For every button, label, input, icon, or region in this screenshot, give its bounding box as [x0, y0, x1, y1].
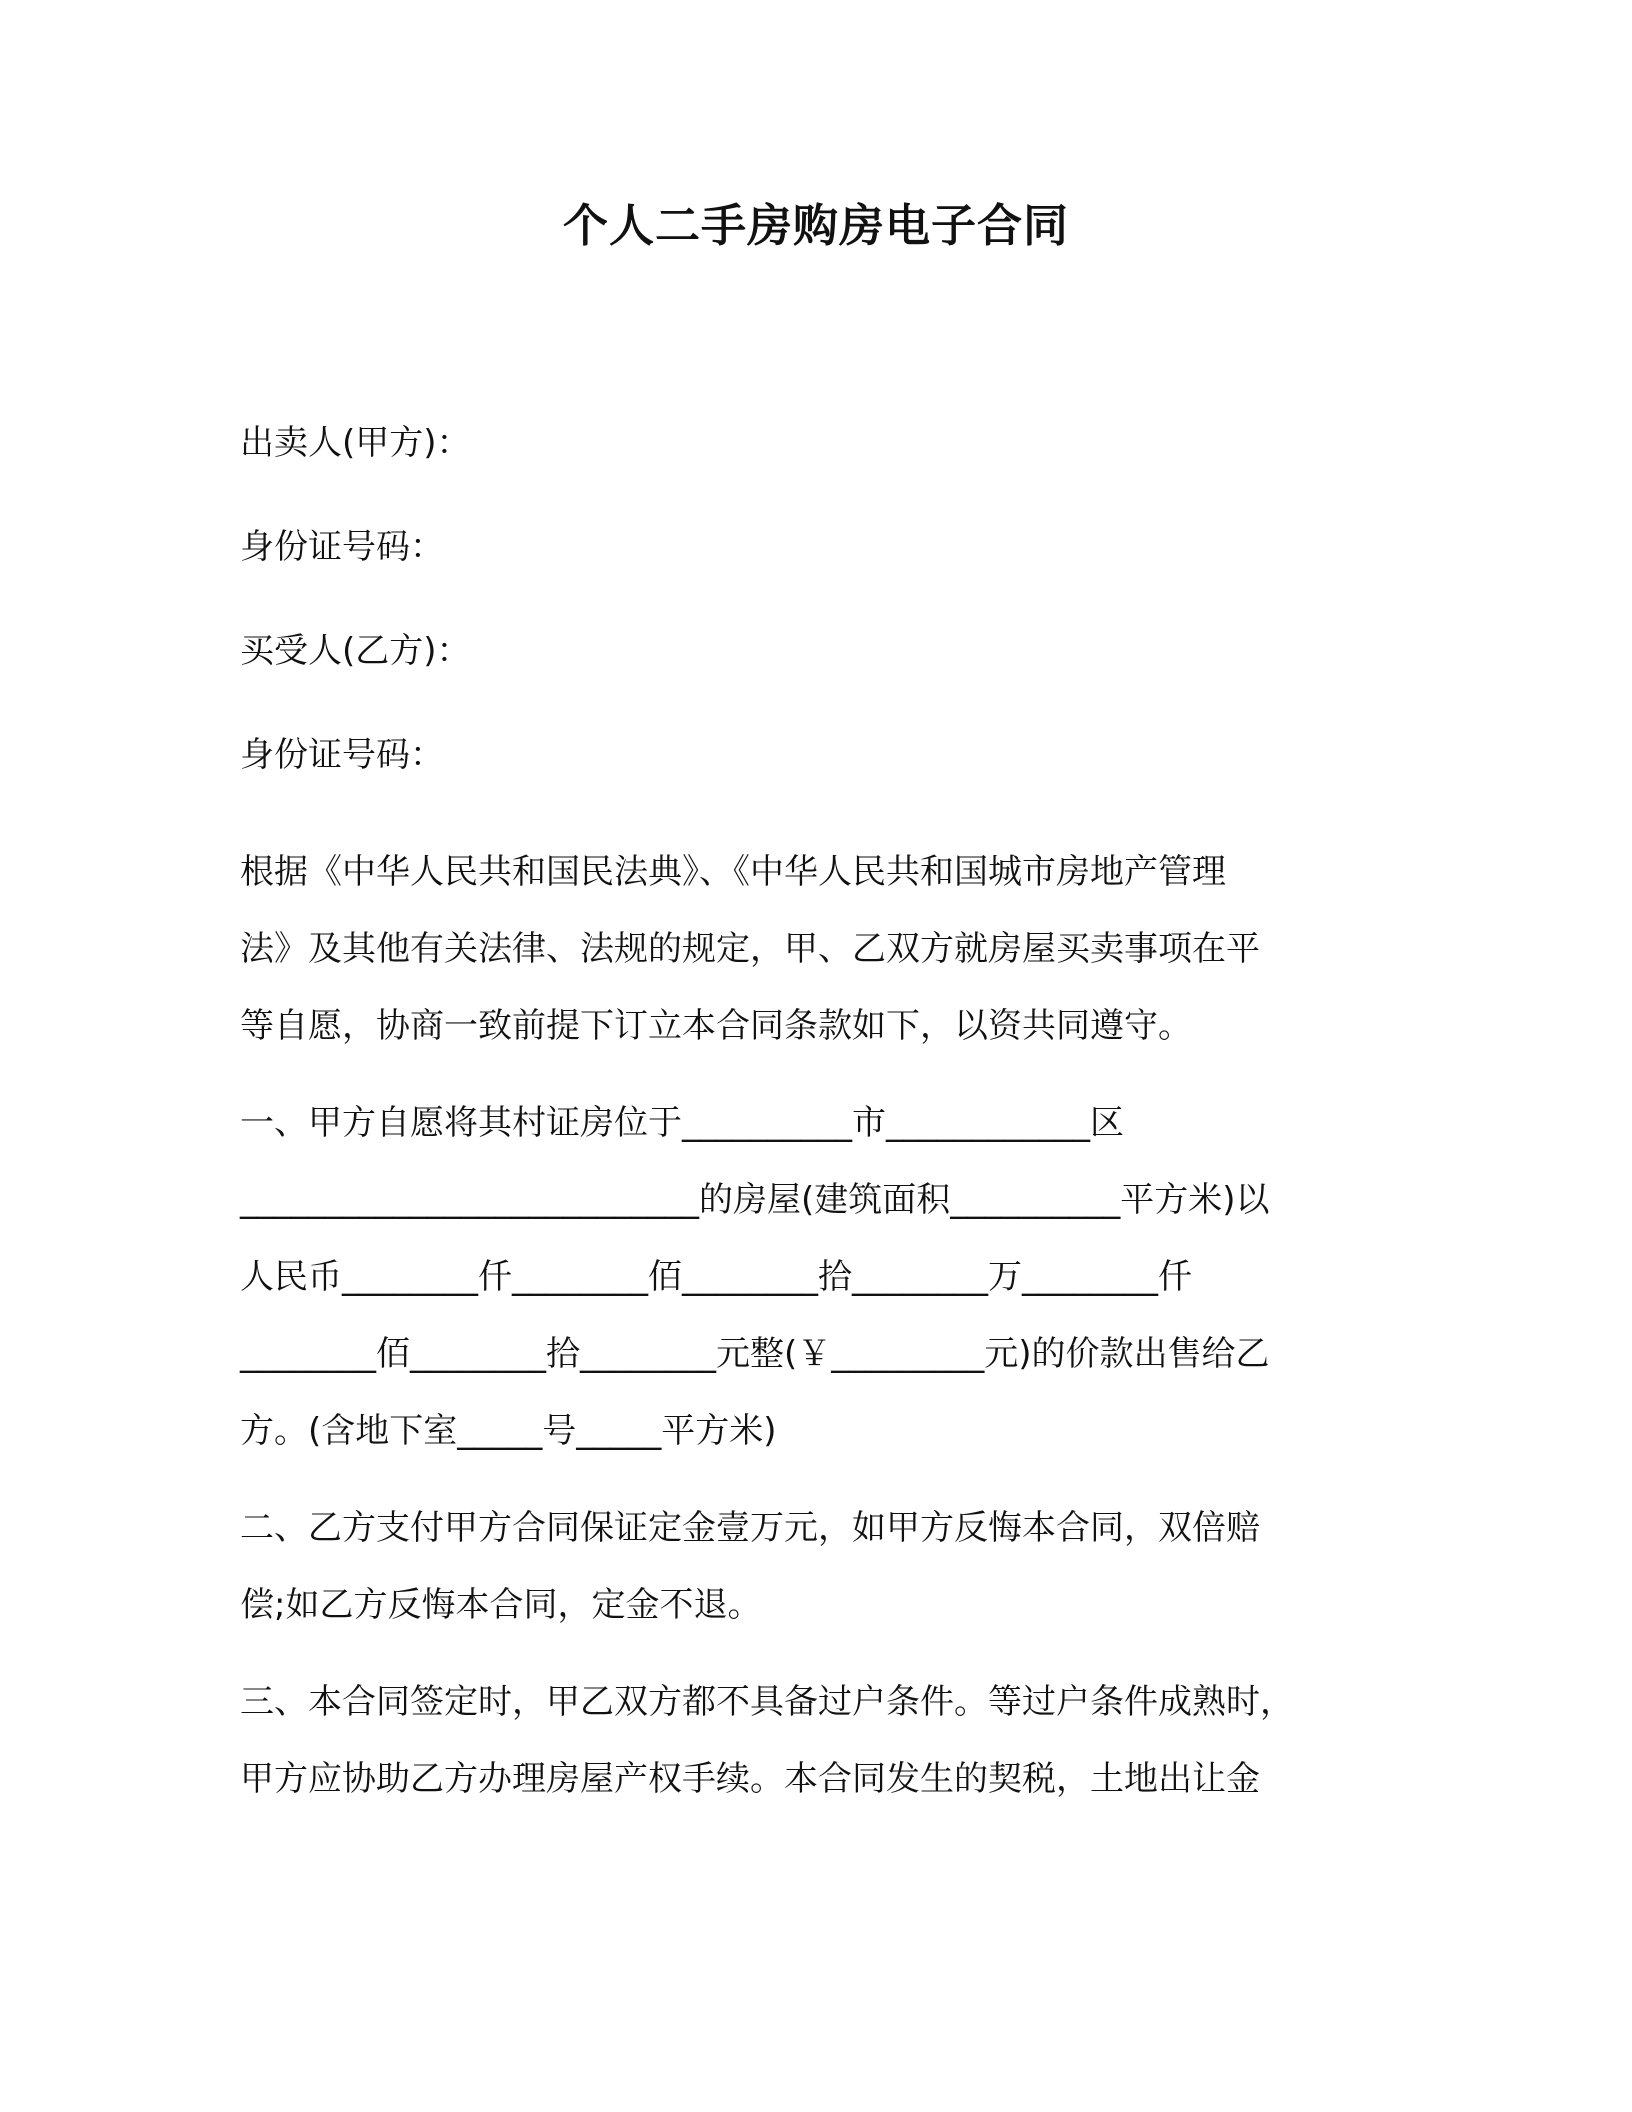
clause-2-paragraph: [240, 1490, 1380, 1644]
buyer-field: 买受人(乙方)：: [240, 631, 471, 671]
clause-3-paragraph: [240, 1664, 1380, 1818]
paragraph-line: 甲方应协助乙方办理房屋产权手续。本合同发生的契税，土地出让金: [240, 1759, 1260, 1799]
paragraph-line: 二、乙方支付甲方合同保证定金壹万元，如甲方反悔本合同，双倍赔: [240, 1508, 1260, 1548]
paragraph-line: 法》及其他有关法律、法规的规定，甲、乙双方就房屋买卖事项在平: [240, 929, 1260, 969]
paragraph-line: 方。(含地下室_____号_____平方米): [240, 1411, 777, 1451]
paragraph-line: ___________________________的房屋(建筑面积__________平方米)以: [240, 1180, 1270, 1220]
buyer-id-field: 身份证号码：: [240, 735, 444, 775]
clause-1-paragraph: [240, 1085, 1380, 1470]
paragraph-line: ________佰________拾________元整(￥_________元)的价款出售给乙: [240, 1334, 1270, 1374]
seller-field: 出卖人(甲方)：: [240, 423, 471, 463]
seller-id-field: 身份证号码：: [240, 527, 444, 567]
document-title: 个人二手房购房电子合同: [562, 199, 1069, 252]
preamble-paragraph: [240, 834, 1380, 1065]
paragraph-line: 偿;如乙方反悔本合同，定金不退。: [240, 1585, 762, 1625]
paragraph-line: 三、本合同签定时，甲乙双方都不具备过户条件。等过户条件成熟时，: [240, 1682, 1294, 1722]
paragraph-line: 人民币________仟________佰________拾________万________仟: [240, 1257, 1192, 1297]
paragraph-line: 等自愿，协商一致前提下订立本合同条款如下，以资共同遵守。: [240, 1006, 1192, 1046]
document-body: [240, 418, 1380, 1838]
paragraph-line: 一、甲方自愿将其村证房位于__________市____________区: [240, 1103, 1124, 1143]
paragraph-line: 根据《中华人民共和国民法典》、《中华人民共和国城市房地产管理: [240, 852, 1226, 892]
